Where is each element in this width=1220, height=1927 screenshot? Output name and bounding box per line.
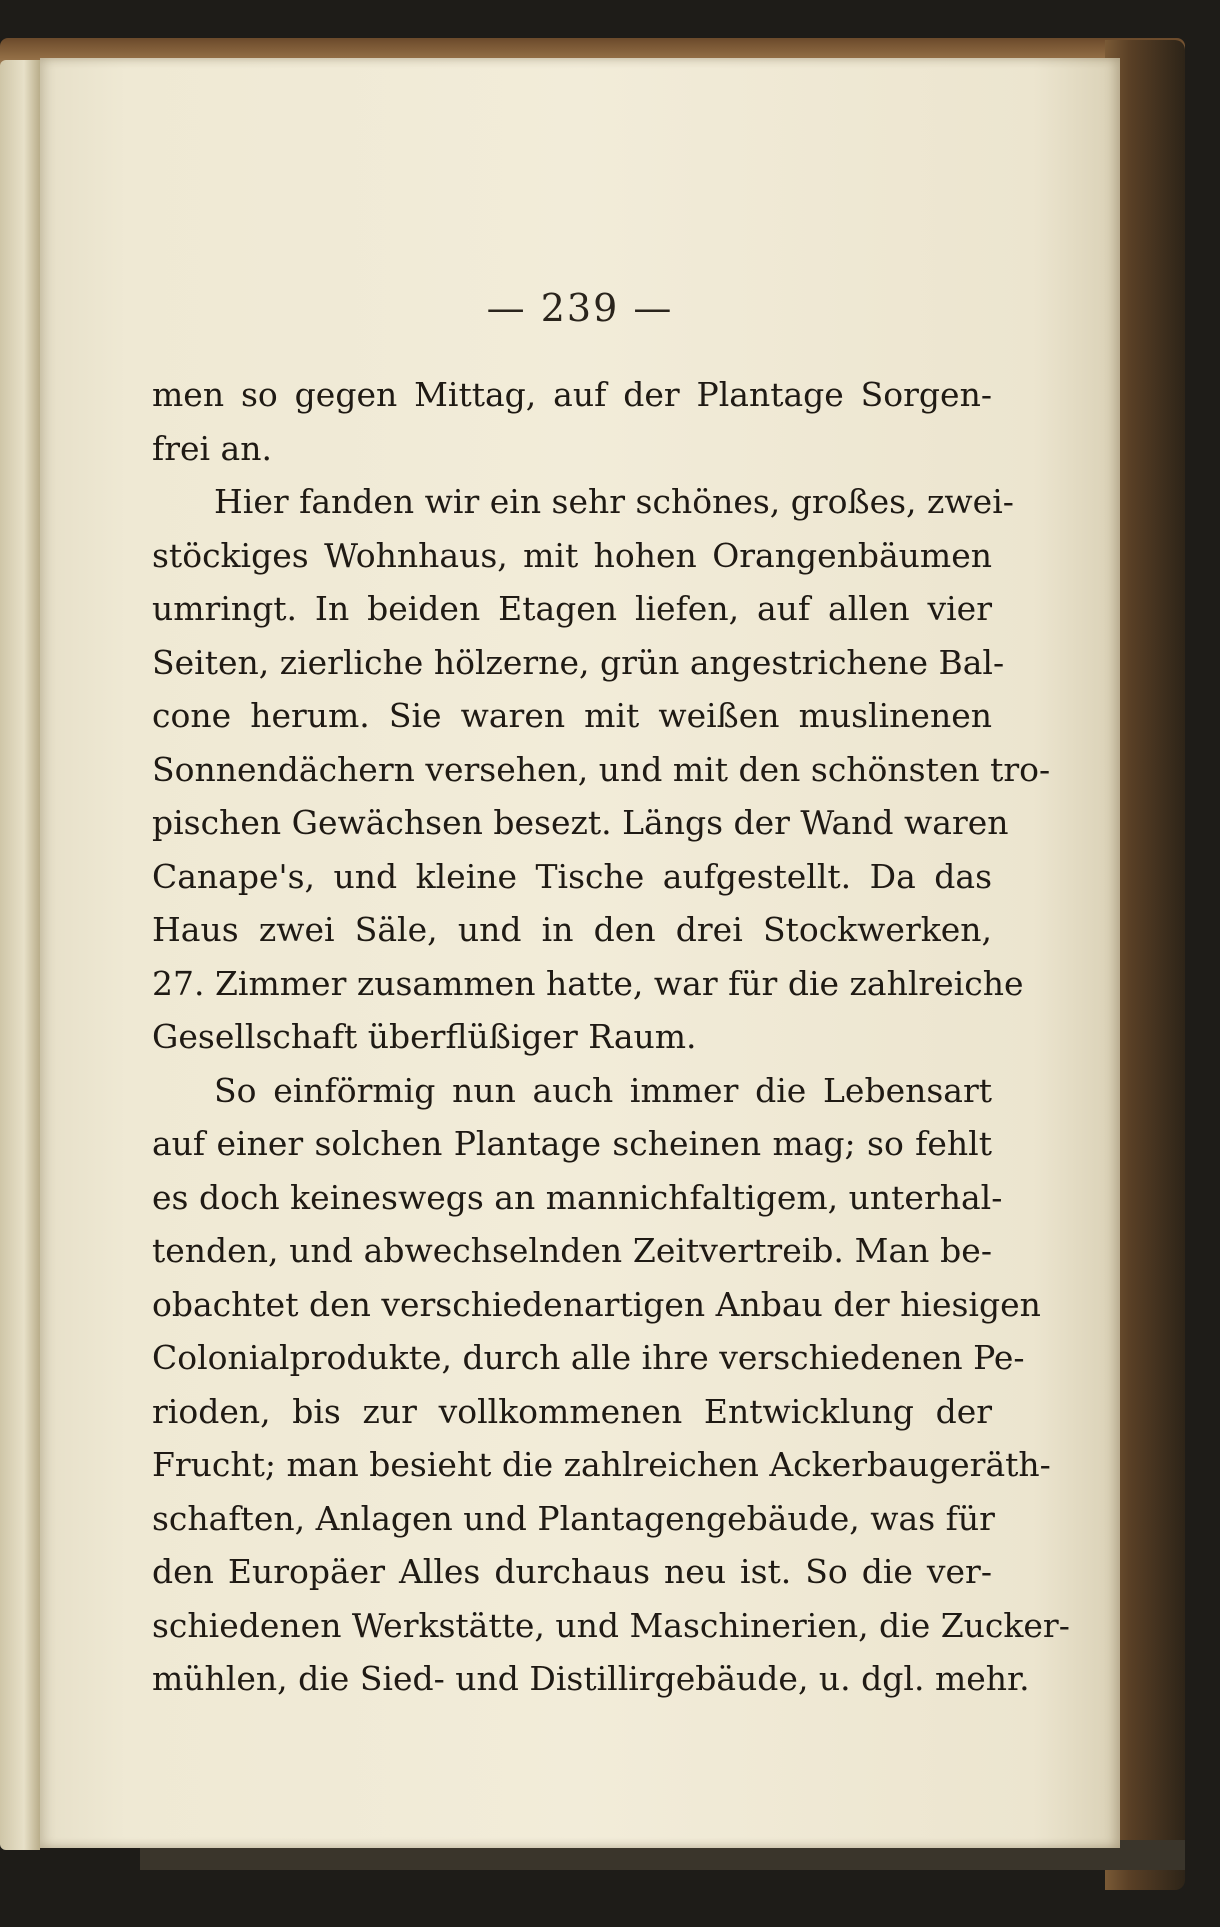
previous-page-edge [0,60,40,1850]
text-line: cone herum. Sie waren mit weißen muslinenen [152,696,992,735]
text-line: mühlen, die Sied- und Distillirgebäude, u. dgl. mehr. [152,1659,1030,1698]
page-number: — 239 — [486,286,674,330]
text-line: 27. Zimmer zusammen hatte, war für die zahlreiche [152,963,1024,1003]
text-line: So einförmig nun auch immer die Lebensart [214,1070,992,1110]
text-line: men so gegen Mittag, auf der Plantage Sorgen- [152,375,992,414]
text-line: tenden, und abwechselnden Zeitvertreib. Man be- [152,1231,992,1270]
page-sheet [40,58,1120,1848]
text-line: Colonialprodukte, durch alle ihre verschiedenen Pe- [152,1338,1025,1377]
text-line: auf einer solchen Plantage scheinen mag; so fehlt [152,1124,992,1163]
text-line: pischen Gewächsen besezt. Längs der Wand waren [152,803,1009,842]
text-line: frei an. [152,428,272,468]
text-line: Seiten, zierliche hölzerne, grün angestrichene Bal- [152,642,1005,682]
text-line: rioden, bis zur vollkommenen Entwicklung der [152,1391,992,1431]
text-line: schiedenen Werkstätte, und Maschinerien, die Zucker- [152,1605,1070,1645]
text-line: Canape's, und kleine Tische aufgestellt. Da das [152,856,992,896]
text-line: Hier fanden wir ein sehr schönes, großes, zwei- [214,482,1014,521]
text-line: umringt. In beiden Etagen liefen, auf allen vier [152,589,992,628]
text-line: obachtet den verschiedenartigen Anbau der hiesigen [152,1284,1041,1324]
body-text [152,368,1070,1706]
text-line: Gesellschaft überflüßiger Raum. [152,1017,697,1056]
text-line: Frucht; man besieht die zahlreichen Ackerbaugeräth- [152,1445,1051,1484]
text-line: stöckiges Wohnhaus, mit hohen Orangenbäumen [152,535,992,575]
text-line: schaften, Anlagen und Plantagengebäude, was für [152,1498,995,1538]
text-line: Haus zwei Säle, und in den drei Stockwerken, [152,910,992,949]
text-line: es doch keineswegs an mannichfaltigem, unterhal- [152,1177,1003,1217]
text-line: Sonnendächern versehen, und mit den schönsten tro- [152,749,1051,789]
text-line: den Europäer Alles durchaus neu ist. So die ver- [152,1552,992,1591]
